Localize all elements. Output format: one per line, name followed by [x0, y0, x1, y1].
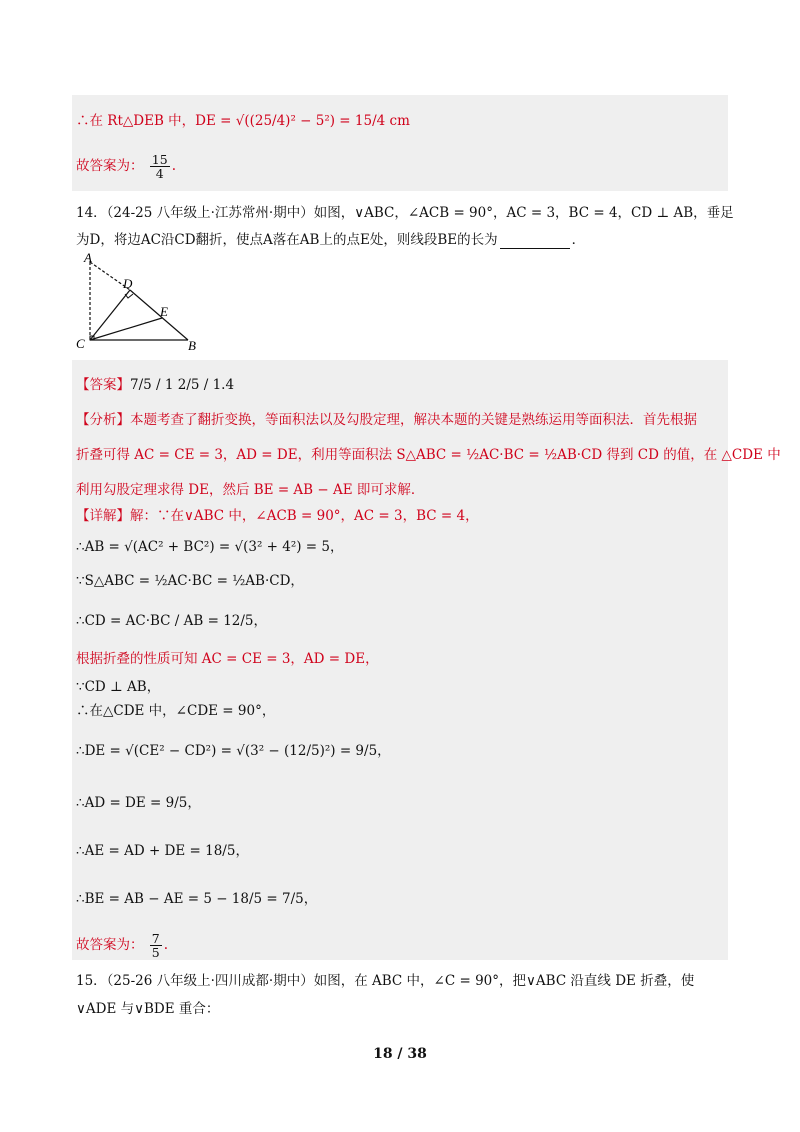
triangle-figure — [70, 252, 210, 352]
step-10: ∴BE = AB − AE = 5 − 18/5 = 7/5， — [76, 891, 318, 907]
step-1: ∴AB = √(AC² + BC²) = √(3² + 4²) = 5， — [76, 539, 344, 555]
final-fraction: $\frac{7}{5}$ — [151, 931, 160, 960]
page-number: 18 / 38 — [373, 1046, 427, 1062]
question-14-line2: 为D，将边AC沿CD翻折，使点A落在AB上的点E处，则线段BE的长为 ． — [76, 232, 586, 248]
analysis-line2: 折叠可得 AC = CE = 3，AD = DE，利用等面积法 S△ABC = ½AC·BC = ½AB·CD 得到 CD 的值，在 △CDE 中 — [76, 447, 781, 463]
analysis-line3: 利用勾股定理求得 DE，然后 BE = AB − AE 即可求解． — [76, 482, 425, 498]
answer-label: 故答案为： — [76, 158, 144, 174]
question-15-line2: ∨ADE 与∨BDE 重合： — [76, 1001, 220, 1017]
step-3: ∴CD = AC·BC / AB = 12/5， — [76, 613, 268, 629]
analysis-line1: 【分析】本题考查了翻折变换，等面积法以及勾股定理，解决本题的关键是熟练运用等面积法．首先根据 — [76, 412, 697, 428]
label-E: E — [160, 304, 168, 319]
detail-line1: 【详解】解：∵在∨ABC 中，∠ACB = 90°，AC = 3，BC = 4， — [76, 508, 479, 524]
label-A: A — [84, 252, 92, 265]
final-answer: 故答案为： $\frac{7}{5}$ . — [76, 931, 169, 960]
label-D: D — [123, 276, 133, 291]
answer-line: 【答案】7/5 / 1 2/5 / 1.4 — [76, 377, 235, 393]
question-15-line1: 15．（25-26 八年级上·四川成都·期中）如图，在 ABC 中，∠C = 90°，把∨ABC 沿直线 DE 折叠，使 — [76, 973, 695, 989]
solution-13-line1: ∴在 Rt△DEB 中，DE = √((25/4)² − 5²) = 15/4 cm — [76, 113, 410, 129]
step-8: ∴AD = DE = 9/5， — [76, 795, 201, 811]
step-9: ∴AE = AD + DE = 18/5， — [76, 843, 249, 859]
label-B: B — [188, 338, 196, 352]
step-4: 根据折叠的性质可知 AC = CE = 3，AD = DE， — [76, 651, 379, 667]
step-7: ∴DE = √(CE² − CD²) = √(3² − (12/5)²) = 9/5， — [76, 743, 391, 759]
answer-fraction: $\frac{15}{4}$ — [151, 152, 168, 181]
step-6: ∴在△CDE 中，∠CDE = 90°， — [76, 703, 276, 719]
answer-blank — [500, 248, 570, 249]
label-C: C — [76, 336, 85, 351]
solution-13-answer: 故答案为： $\frac{15}{4}$ . — [76, 152, 176, 181]
step-2: ∵S△ABC = ½AC·BC = ½AB·CD， — [76, 573, 304, 589]
question-14-line1: 14．（24-25 八年级上·江苏常州·期中）如图，∨ABC，∠ACB = 90°，AC = 3，BC = 4，CD ⊥ AB，垂足 — [76, 205, 734, 221]
step-5: ∵CD ⊥ AB， — [76, 679, 161, 695]
